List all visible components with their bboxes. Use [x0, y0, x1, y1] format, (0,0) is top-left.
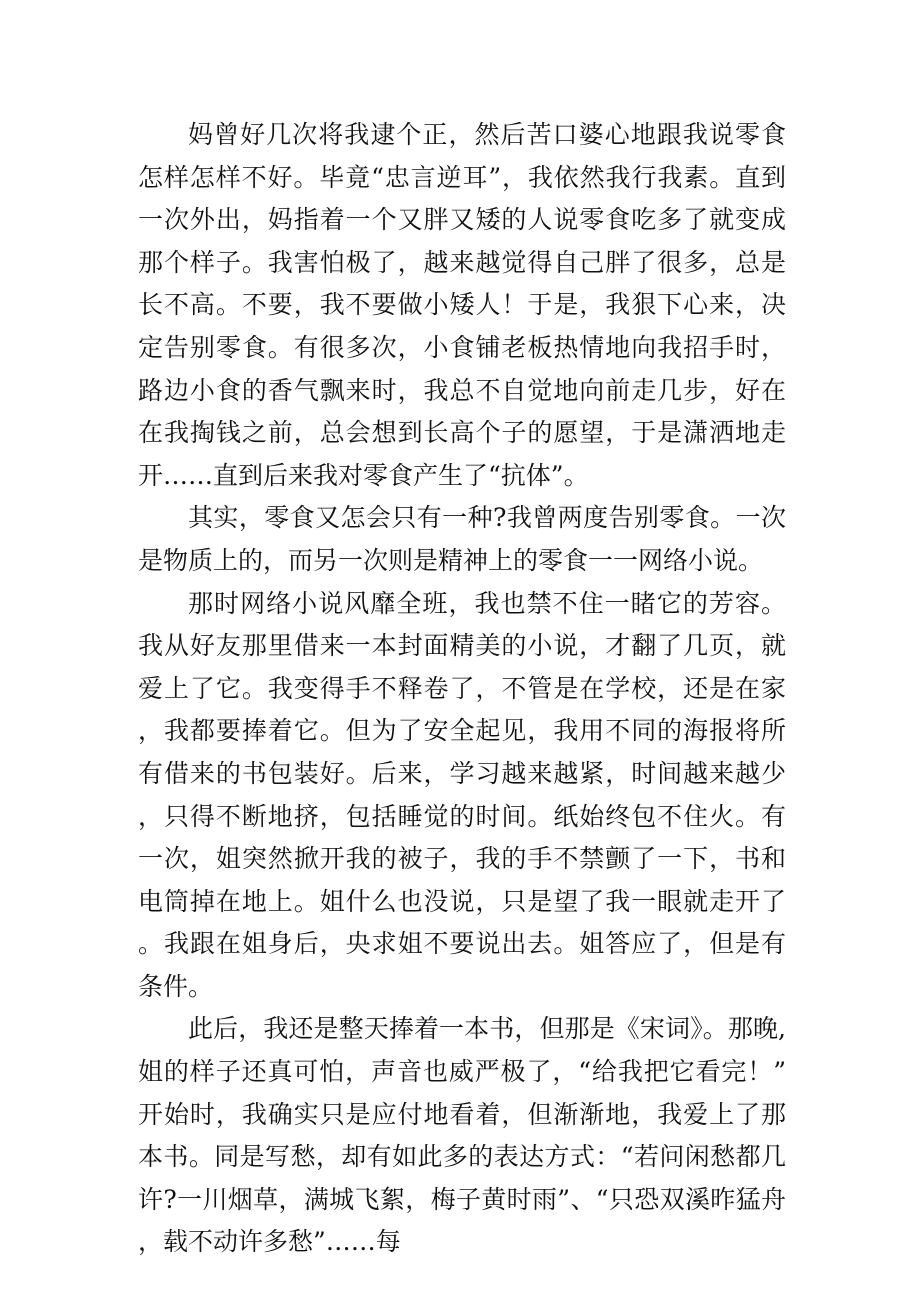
paragraph-two-kinds-of-snacks: 其实，零食又怎会只有一种?我曾两度告别零食。一次是物质上的，而另一次则是精神上的零食一一网络小说。	[138, 503, 786, 575]
article-body	[138, 114, 786, 1264]
paragraph-song-ci: 此后，我还是整天捧着一本书，但那是《宋词》。那晚,姐的样子还真可怕，声音也威严极了，“给我把它看完！”开始时，我确实只是应付地看着，但渐渐地，我爱上了那本书。同是写愁，却有如此多的表达方式：“若问闲愁都几许?一川烟草，满城飞絮，梅子黄时雨”、“只恐双溪昨猛舟，载不动许多愁”……每	[138, 1014, 786, 1257]
paragraph-web-novels: 那时网络小说风靡全班，我也禁不住一睹它的芳容。我从好友那里借来一本封面精美的小说，才翻了几页，就爱上了它。我变得手不释卷了，不管是在学校，还是在家，我都要捧着它。但为了安全起见，我用不同的海报将所有借来的书包装好。后来，学习越来越紧，时间越来越少，只得不断地挤，包括睡觉的时间。纸始终包不住火。有一次，姐突然掀开我的被子，我的手不禁颤了一下，书和电筒掉在地上。姐什么也没说，只是望了我一眼就走开了。我跟在姐身后，央求姐不要说出去。姐答应了，但是有条件。	[138, 588, 786, 1001]
paragraph-snacks-temptation: 妈曾好几次将我逮个正，然后苦口婆心地跟我说零食怎样怎样不好。毕竟“忠言逆耳”，我依然我行我素。直到一次外出，妈指着一个又胖又矮的人说零食吃多了就变成那个样子。我害怕极了，越来越觉得自己胖了很多，总是长不高。不要，我不要做小矮人！于是，我狠下心来，决定告别零食。有很多次，小食铺老板热情地向我招手时，路边小食的香气飘来时，我总不自觉地向前走几步，好在在我掏钱之前，总会想到长高个子的愿望，于是潇洒地走开……直到后来我对零食产生了“抗体”。	[138, 120, 786, 490]
